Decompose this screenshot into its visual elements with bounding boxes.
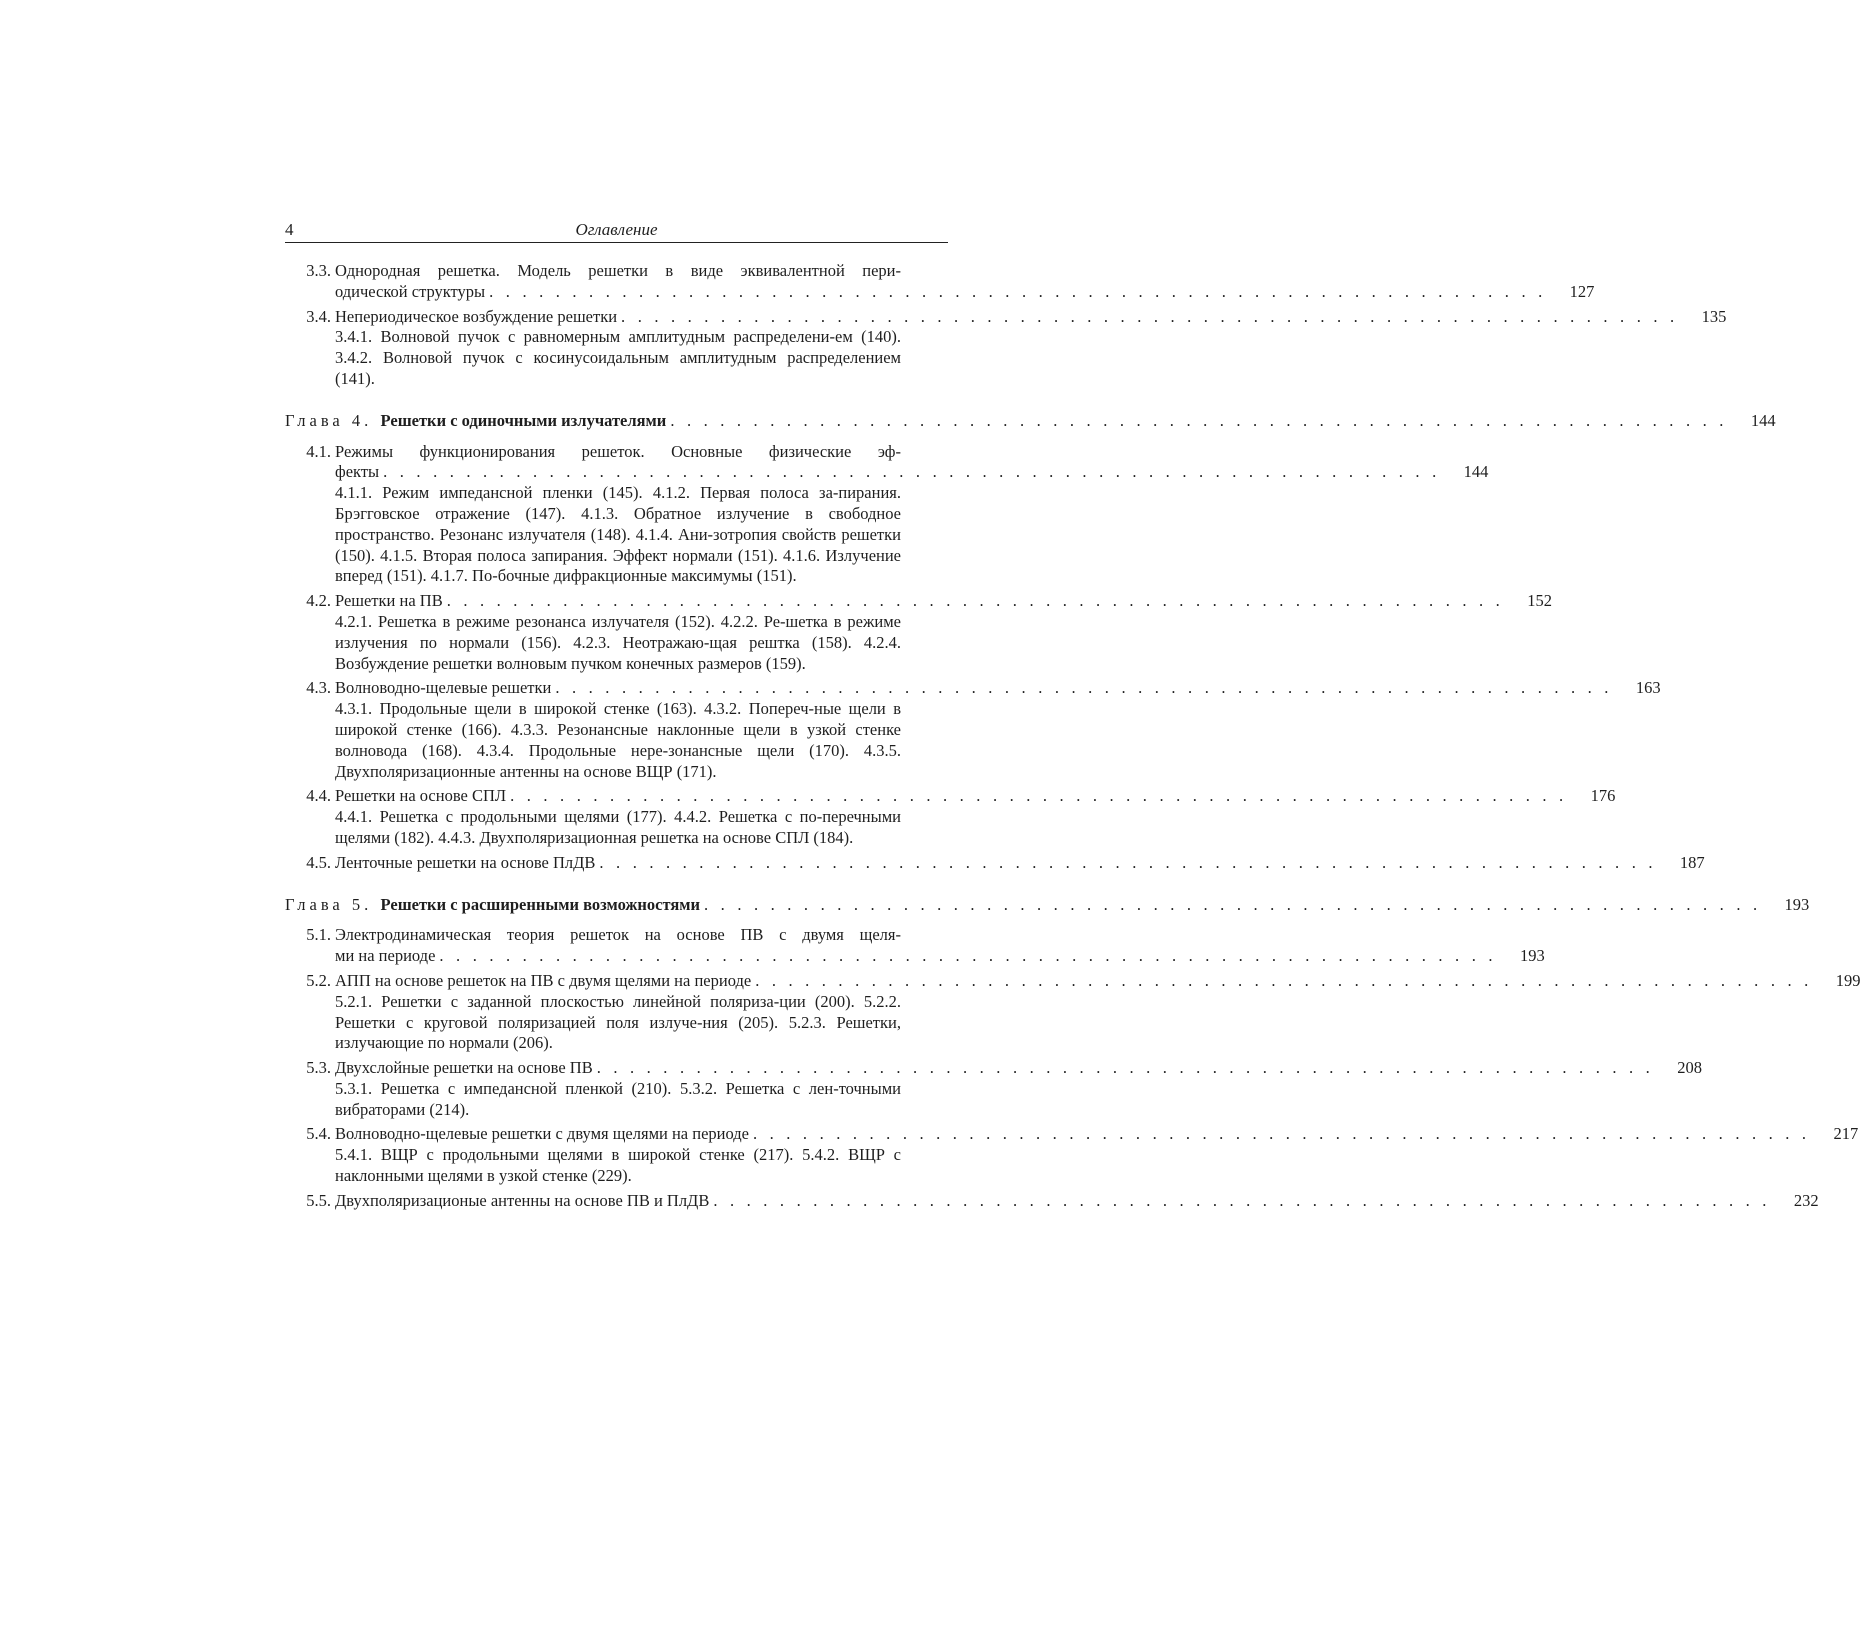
toc-entry-s41 xyxy=(285,441,1489,588)
toc-entry-s51 xyxy=(285,925,1545,967)
chapter-5-sections xyxy=(285,925,1860,1211)
section-title: Ленточные решетки на основе ПлДВ xyxy=(335,852,596,872)
subsection-list: 4.2.1. Решетка в режиме резонанса излучателя (152). 4.2.2. Ре-шетка в режиме излучения по нормали (156). 4.2.3. Неотражаю-щая рештка (158). 4.2.4. Возбуждение решетки волновым пучком конечных размеров (159). xyxy=(335,611,901,673)
chapter-page: 144 xyxy=(1750,410,1776,430)
section-number: 3.4. xyxy=(306,306,331,326)
dot-leader: . . . . . . . . . . . . . . . . . . . . . . . . . . . . . . . . . . . . . . . . . . . . . . . . . . . . . . . . . . . . . . . . xyxy=(621,306,1679,326)
dot-leader: . . . . . . . . . . . . . . . . . . . . . . . . . . . . . . . . . . . . . . . . . . . . . . . . . . . . . . . . . . . . . . . . xyxy=(670,410,1728,430)
chapter-title: Решетки с одиночными излучателями xyxy=(380,410,667,430)
section-number: 5.2. xyxy=(306,970,331,990)
chapter-3-sections xyxy=(285,261,1727,390)
chapter-page: 193 xyxy=(1784,894,1810,914)
section-title-last-line: одической структуры xyxy=(335,281,486,301)
section-title-first-line: Однородная решетка. Модель решетки в виде эквивалентной пери- xyxy=(335,261,901,280)
toc-entry-s42 xyxy=(285,591,1552,674)
dot-leader: . . . . . . . . . . . . . . . . . . . . . . . . . . . . . . . . . . . . . . . . . . . . . . . . . . . . . . . . . . . . . . . . xyxy=(439,946,1497,966)
chapter-4-sections xyxy=(285,441,1705,874)
running-header xyxy=(285,214,948,243)
subsection-list: 3.4.1. Волновой пучок с равномерным амплитудным распределени-ем (140). 3.4.2. Волновой пучок с косинусоидальным амплитудным распределением (141). xyxy=(335,327,901,388)
section-title: Решетки на ПВ xyxy=(335,591,443,611)
document-page xyxy=(285,214,1860,1216)
section-page: 144 xyxy=(1463,462,1489,482)
subsection-list: 5.3.1. Решетка с импедансной пленкой (210). 5.3.2. Решетка с лен-точными вибраторами (214). xyxy=(335,1078,901,1119)
section-page: 163 xyxy=(1635,678,1661,698)
section-number: 3.3. xyxy=(306,261,331,280)
chapter-title: Решетки с расширенными возможностями xyxy=(380,894,701,914)
subsection-list: 5.2.1. Решетки с заданной плоскостью линейной поляриза-ции (200). 5.2.2. Решетки с круговой поляризацией поля излуче-ния (205). 5.2.3. Решетки, излучающие по нормали (206). xyxy=(335,991,901,1053)
chapter-label: Глава 4. xyxy=(285,410,373,430)
dot-leader: . . . . . . . . . . . . . . . . . . . . . . . . . . . . . . . . . . . . . . . . . . . . . . . . . . . . . . . . . . . . . . . . xyxy=(755,970,1813,990)
subsection-list: 4.3.1. Продольные щели в широкой стенке (163). 4.3.2. Попереч-ные щели в широкой стенке (166). 4.3.3. Резонансные наклонные щели в узкой стенке волновода (168). 4.3.4. Продольные нере-зонансные щели (170). 4.3.5. Двухполяризационные антенны на основе ВЩР (171). xyxy=(335,699,901,781)
section-page: 232 xyxy=(1793,1190,1819,1210)
subsection-list: 4.4.1. Решетка с продольными щелями (177). 4.4.2. Решетка с по-перечными щелями (182). 4.4.3. Двухполяризационная решетка на основе СПЛ (184). xyxy=(335,807,901,847)
page-number: 4 xyxy=(285,220,294,239)
chapter-4-heading xyxy=(285,410,1776,432)
dot-leader: . . . . . . . . . . . . . . . . . . . . . . . . . . . . . . . . . . . . . . . . . . . . . . . . . . . . . . . . . . . . . . . . xyxy=(599,852,1657,872)
section-number: 4.1. xyxy=(306,441,331,461)
toc-entry-s34 xyxy=(285,306,1727,390)
subsection-list: 5.4.1. ВЩР с продольными щелями в широкой стенке (217). 5.4.2. ВЩР с наклонными щелями в узкой стенке (229). xyxy=(335,1145,901,1186)
chapter-label: Глава 5. xyxy=(285,894,373,914)
dot-leader: . . . . . . . . . . . . . . . . . . . . . . . . . . . . . . . . . . . . . . . . . . . . . . . . . . . . . . . . . . . . . . . . xyxy=(713,1190,1771,1210)
dot-leader: . . . . . . . . . . . . . . . . . . . . . . . . . . . . . . . . . . . . . . . . . . . . . . . . . . . . . . . . . . . . . . . . xyxy=(446,591,1504,611)
section-page: 127 xyxy=(1569,281,1595,301)
section-title-first-line: Электродинамическая теория решеток на основе ПВ с двумя щеля- xyxy=(335,925,901,945)
section-title: Волноводно-щелевые решетки с двумя щелями на периоде xyxy=(335,1124,749,1144)
section-title: Двухслойные решетки на основе ПВ xyxy=(335,1058,593,1078)
section-number: 4.3. xyxy=(306,678,331,698)
section-page: 176 xyxy=(1590,786,1616,806)
section-number: 5.4. xyxy=(306,1124,331,1144)
subsection-list: 4.1.1. Режим импедансной пленки (145). 4.1.2. Первая полоса за-пирания. Брэгговское отражение (147). 4.1.3. Обратное излучение в свободное пространство. Резонанс излучателя (148). 4.1.4. Ани-зотропия свойств решетки (150). 4.1.5. Вторая полоса запирания. Эффект нормали (151). 4.1.6. Излучение вперед (151). 4.1.7. По-бочные дифракционные максимумы (151). xyxy=(335,483,901,586)
section-title-last-line: фекты xyxy=(335,462,380,482)
section-title: Непериодическое возбуждение решетки xyxy=(335,306,618,326)
section-page: 193 xyxy=(1519,946,1545,966)
section-title: АПП на основе решеток на ПВ с двумя щелями на периоде xyxy=(335,970,752,990)
section-page: 135 xyxy=(1701,306,1727,326)
section-number: 4.2. xyxy=(306,591,331,611)
section-title: Решетки на основе СПЛ xyxy=(335,786,507,806)
dot-leader: . . . . . . . . . . . . . . . . . . . . . . . . . . . . . . . . . . . . . . . . . . . . . . . . . . . . . . . . . . . . . . . . xyxy=(752,1124,1811,1144)
toc-entry-s33 xyxy=(285,261,1595,303)
toc-entry-s44 xyxy=(285,786,1616,848)
section-title: Двухполяризационые антенны на основе ПВ и ПлДВ xyxy=(335,1190,710,1210)
section-number: 5.1. xyxy=(306,925,331,945)
toc-entry-s53 xyxy=(285,1058,1702,1120)
section-page: 199 xyxy=(1835,970,1860,990)
section-title-last-line: ми на периоде xyxy=(335,946,436,966)
section-number: 5.5. xyxy=(306,1190,331,1210)
section-page: 187 xyxy=(1679,852,1705,872)
section-page: 152 xyxy=(1527,591,1552,611)
toc-entry-s43 xyxy=(285,678,1661,782)
dot-leader: . . . . . . . . . . . . . . . . . . . . . . . . . . . . . . . . . . . . . . . . . . . . . . . . . . . . . . . . . . . . . . . . xyxy=(510,786,1568,806)
toc-entry-s52 xyxy=(285,970,1860,1054)
section-number: 4.5. xyxy=(306,852,331,872)
dot-leader: . . . . . . . . . . . . . . . . . . . . . . . . . . . . . . . . . . . . . . . . . . . . . . . . . . . . . . . . . . . . . . . . xyxy=(596,1058,1654,1078)
section-number: 5.3. xyxy=(306,1058,331,1078)
dot-leader: . . . . . . . . . . . . . . . . . . . . . . . . . . . . . . . . . . . . . . . . . . . . . . . . . . . . . . . . . . . . . . . . xyxy=(383,462,1441,482)
table-of-contents xyxy=(285,261,1860,1212)
toc-entry-s54 xyxy=(285,1124,1859,1186)
toc-entry-s55 xyxy=(285,1190,1819,1212)
dot-leader: . . . . . . . . . . . . . . . . . . . . . . . . . . . . . . . . . . . . . . . . . . . . . . . . . . . . . . . . . . . . . . . . xyxy=(704,894,1762,914)
section-page: 208 xyxy=(1677,1058,1702,1078)
dot-leader: . . . . . . . . . . . . . . . . . . . . . . . . . . . . . . . . . . . . . . . . . . . . . . . . . . . . . . . . . . . . . . . . xyxy=(555,678,1613,698)
dot-leader: . . . . . . . . . . . . . . . . . . . . . . . . . . . . . . . . . . . . . . . . . . . . . . . . . . . . . . . . . . . . . . . . xyxy=(489,281,1547,301)
running-title: Оглавление xyxy=(575,220,658,239)
chapter-5-heading xyxy=(285,894,1810,916)
section-number: 4.4. xyxy=(306,786,331,806)
section-page: 217 xyxy=(1833,1124,1859,1144)
section-title-first-line: Режимы функционирования решеток. Основные физические эф- xyxy=(335,441,901,461)
toc-entry-s45 xyxy=(285,852,1705,874)
section-title: Волноводно-щелевые решетки xyxy=(335,678,552,698)
